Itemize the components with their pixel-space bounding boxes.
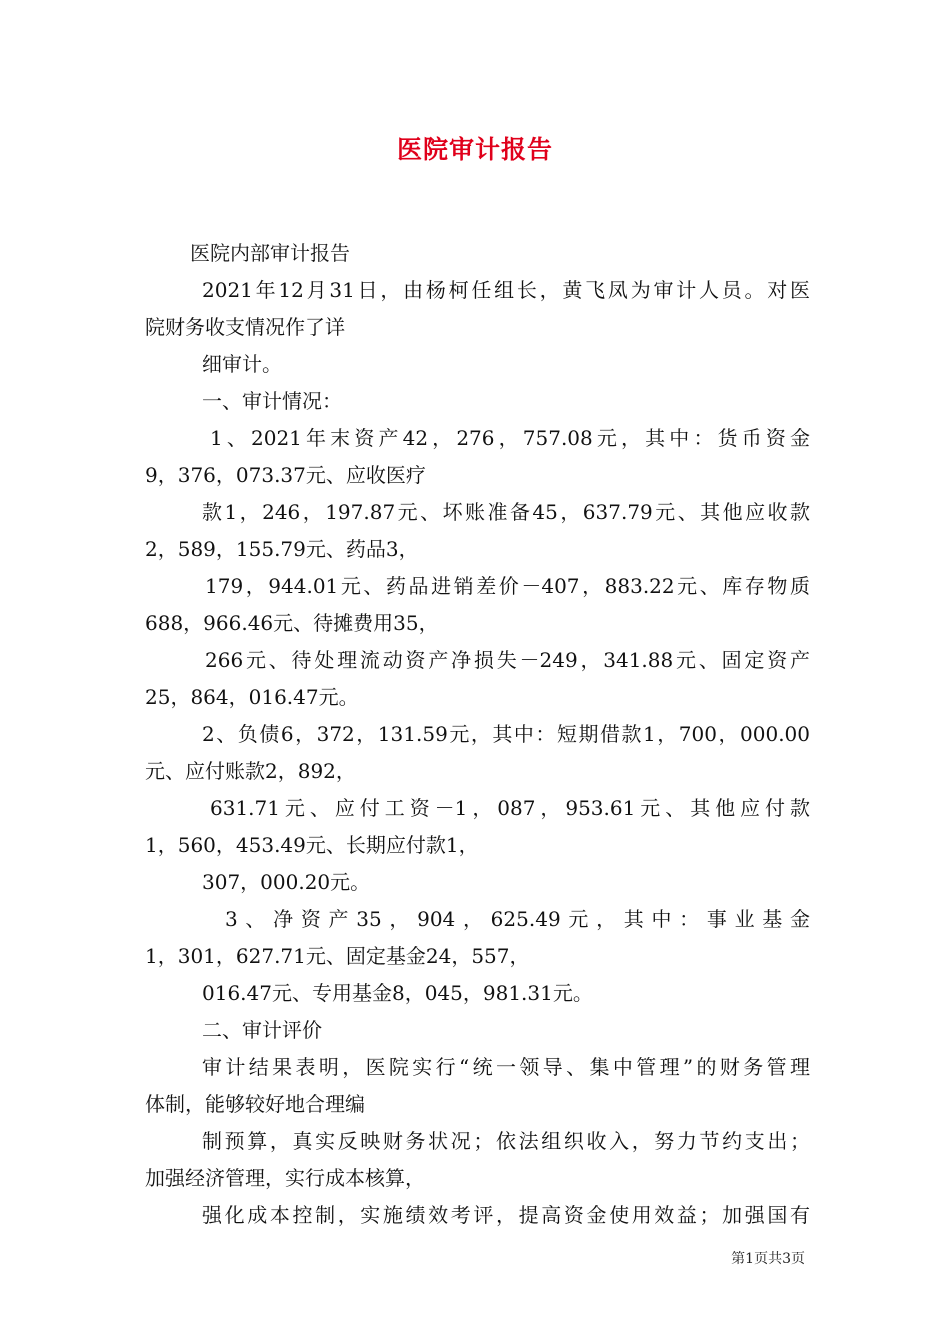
- paragraph-line: 307，000.20元。: [202, 870, 371, 894]
- document-title: 医院审计报告: [396, 135, 553, 164]
- paragraph-line: 179，944.01元、药品进销差价－407，883.22元、库存物质: [205, 574, 810, 598]
- document-body: [145, 235, 810, 1234]
- section-heading: 二、审计评价: [202, 1018, 322, 1042]
- paragraph-line: 审计结果表明，医院实行“统一领导、集中管理”的财务管理: [202, 1055, 810, 1079]
- paragraph-line: 强化成本控制，实施绩效考评，提高资金使用效益；加强国有: [202, 1203, 810, 1227]
- paragraph-line: 元、应付账款2，892，: [145, 759, 356, 783]
- paragraph-line: 631.71元、应付工资－1，087，953.61元、其他应付款: [210, 796, 810, 820]
- paragraph-line: 1，301，627.71元、固定基金24，557，: [145, 944, 530, 968]
- paragraph-line: 加强经济管理，实行成本核算，: [145, 1166, 425, 1190]
- paragraph-line: 制预算，真实反映财务状况；依法组织收入，努力节约支出；: [202, 1129, 810, 1153]
- paragraph-line: 2、负债6，372，131.59元，其中：短期借款1，700，000.00: [202, 722, 810, 746]
- page-number: 第1页共3页: [731, 1251, 805, 1267]
- paragraph-line: 9，376，073.37元、应收医疗: [145, 463, 426, 487]
- paragraph-line: 25，864，016.47元。: [145, 685, 359, 709]
- paragraph-line: 1，560，453.49元、长期应付款1，: [145, 833, 479, 857]
- paragraph-line: 016.47元、专用基金8，045，981.31元。: [202, 981, 593, 1005]
- section-heading: 一、审计情况：: [202, 389, 342, 413]
- subtitle-line: 医院内部审计报告: [190, 241, 350, 265]
- paragraph-line: 院财务收支情况作了详: [145, 315, 345, 339]
- paragraph-line: 3、净资产35，904，625.49元，其中：事业基金: [225, 907, 810, 931]
- paragraph-line: 2，589，155.79元、药品3，: [145, 537, 419, 561]
- paragraph-line: 1、2021年末资产42，276，757.08元，其中：货币资金: [210, 426, 810, 450]
- paragraph-line: 体制，能够较好地合理编: [145, 1092, 365, 1116]
- paragraph-line: 款1，246，197.87元、坏账准备45，637.79元、其他应收款: [202, 500, 810, 524]
- paragraph-line: 266元、待处理流动资产净损失－249，341.88元、固定资产: [205, 648, 810, 672]
- paragraph-line: 2021年12月31日，由杨柯任组长，黄飞凤为审计人员。对医: [202, 278, 810, 302]
- paragraph-line: 688，966.46元、待摊费用35，: [145, 611, 439, 635]
- paragraph-line: 细审计。: [202, 352, 282, 376]
